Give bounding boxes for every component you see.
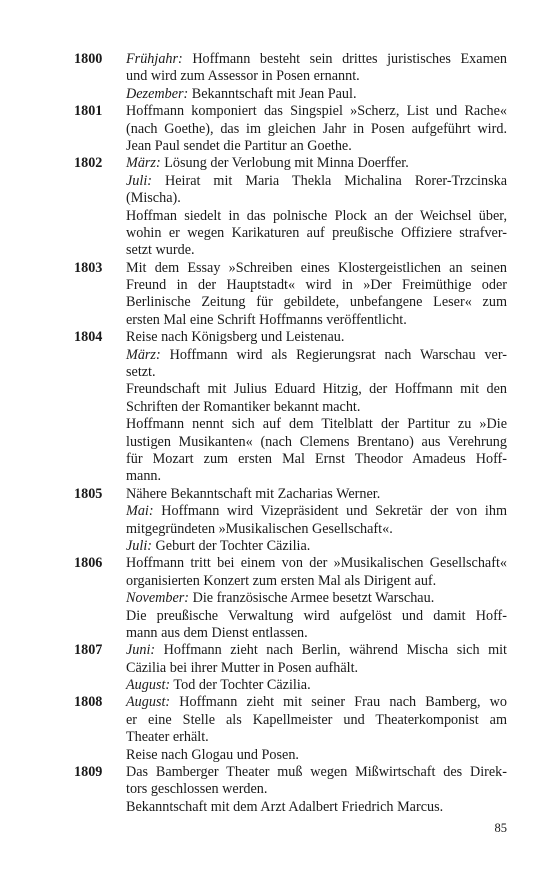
entry-body: [126, 329, 507, 486]
entry-text: Das Bamberger Theater muß wegen Mißwirtschaft des Direk-: [126, 764, 507, 781]
chronology-entry: [74, 260, 507, 330]
entry-year: 1801: [74, 103, 103, 120]
entry-text: er eine Stelle als Kapellmeister und Theaterkomponist am: [126, 711, 507, 728]
entry-line: [126, 155, 507, 172]
date-label: August:: [126, 694, 171, 711]
entry-text: Berlinische Zeitung für gebildete, unbefangene Leser« zum: [126, 294, 507, 311]
entry-line: [126, 347, 507, 364]
date-label: Juli:: [126, 537, 152, 554]
date-label: Juli:: [126, 172, 152, 189]
entry-text: Hoffmann wird Vizepräsident und Sekretär der von ihm: [153, 503, 507, 520]
entry-line: [126, 51, 507, 68]
entry-text: Hoffmann besteht sein drittes juristisches Examen: [182, 51, 507, 67]
entry-year: 1800: [74, 51, 103, 67]
entry-text: Jean Paul sendet die Partitur an Goethe.: [126, 137, 352, 154]
date-label: März:: [126, 346, 161, 363]
entry-text: wohin er wegen Karikaturen auf preußische Offiziere strafver-: [126, 224, 507, 241]
entry-line: [126, 260, 507, 277]
entry-year: 1806: [74, 555, 103, 572]
entry-line: [126, 329, 507, 346]
entry-line: [126, 799, 507, 816]
entry-text: Geburt der Tochter Cäzilia.: [152, 537, 311, 554]
entry-text: Bekanntschaft mit dem Arzt Adalbert Friedrich Marcus.: [126, 798, 444, 815]
date-label: November:: [126, 590, 190, 607]
entry-text: Hoffmann zieht nach Berlin, während Mischa sich mit: [155, 642, 507, 659]
entry-line: [126, 729, 507, 746]
chronology-entry: [74, 51, 507, 103]
entry-line: [126, 173, 507, 190]
entry-line: [126, 138, 507, 155]
date-label: Juni:: [126, 642, 156, 659]
entry-body: [126, 260, 507, 330]
entry-line: [126, 468, 507, 485]
entry-line: [126, 764, 507, 781]
entry-text: Hoffmann wird als Regierungsrat nach Warschau ver-: [160, 346, 507, 363]
chronology-entry: [74, 486, 507, 556]
entry-text: Hoffmann komponiert das Singspiel »Scherz, List und Rache«: [126, 103, 507, 120]
entry-text: Heirat mit Maria Thekla Michalina Rorer-Trzcinska: [152, 172, 507, 189]
entry-line: [126, 434, 507, 451]
entry-line: [126, 625, 507, 642]
entry-body: [126, 642, 507, 694]
entry-line: [126, 660, 507, 677]
entry-line: [126, 677, 507, 694]
entry-text: Nähere Bekanntschaft mit Zacharias Werner.: [126, 485, 381, 502]
date-label: Mai:: [126, 503, 154, 520]
page-number: 85: [494, 821, 507, 835]
entry-year: 1809: [74, 764, 103, 781]
entry-text: Mit dem Essay »Schreiben eines Klostergeistlichen an seinen: [126, 259, 507, 276]
entry-text: Cäzilia bei ihrer Mutter in Posen aufhält.: [126, 659, 359, 676]
entry-line: [126, 121, 507, 138]
entry-body: [126, 694, 507, 764]
entry-line: [126, 573, 507, 590]
entry-body: [126, 486, 507, 556]
entry-text: Hoffmann nennt sich auf dem Titelblatt der Partitur zu »Die: [126, 416, 507, 433]
entry-line: [126, 208, 507, 225]
entry-text: und wird zum Assessor in Posen ernannt.: [126, 68, 360, 85]
entry-line: [126, 225, 507, 242]
entry-text: Lösung der Verlobung mit Minna Doerffer.: [160, 155, 409, 172]
entry-body: [126, 103, 507, 155]
chronology-entry: [74, 155, 507, 259]
entry-line: [126, 312, 507, 329]
entry-body: [126, 51, 507, 103]
entry-text: (nach Goethe), das im gleichen Jahr in Posen aufgeführt wird.: [126, 120, 507, 137]
entry-line: [126, 190, 507, 207]
entry-line: [126, 712, 507, 729]
entry-body: [126, 555, 507, 642]
entry-line: [126, 486, 507, 503]
entry-text: mann.: [126, 468, 162, 485]
entry-line: [126, 590, 507, 607]
entry-year: 1802: [74, 155, 103, 172]
entry-body: [126, 155, 507, 259]
entry-line: [126, 277, 507, 294]
date-label: Frühjahr:: [126, 51, 183, 67]
entry-text: organisierten Konzert zum ersten Mal als Dirigent auf.: [126, 572, 437, 589]
chronology-entry: [74, 103, 507, 155]
entry-year: 1808: [74, 694, 103, 711]
entry-line: [126, 294, 507, 311]
chronology-list: [74, 51, 507, 816]
entry-text: Die preußische Verwaltung wird aufgelöst und damit Hoff-: [126, 607, 507, 624]
entry-text: Hoffmann zieht mit seiner Frau nach Bamberg, wo: [170, 694, 507, 711]
entry-text: Die französische Armee besetzt Warschau.: [189, 590, 435, 607]
entry-line: [126, 747, 507, 764]
entry-text: für Mozart zum ersten Mal Ernst Theodor Amadeus Hoff-: [126, 450, 507, 467]
entry-text: ersten Mal eine Schrift Hoffmanns veröffentlicht.: [126, 311, 407, 328]
entry-text: lustigen Musikanten« (nach Clemens Brentano) aus Verehrung: [126, 433, 507, 450]
chronology-entry: [74, 694, 507, 764]
entry-line: [126, 642, 507, 659]
entry-line: [126, 451, 507, 468]
entry-year: 1805: [74, 485, 103, 502]
entry-line: [126, 399, 507, 416]
entry-line: [126, 694, 507, 711]
entry-line: [126, 381, 507, 398]
chronology-entry: [74, 764, 507, 816]
entry-line: [126, 242, 507, 259]
entry-year: 1804: [74, 329, 103, 346]
entry-year: 1807: [74, 642, 103, 659]
entry-text: Schriften der Romantiker bekannt macht.: [126, 398, 361, 415]
entry-text: tors geschlossen werden.: [126, 781, 268, 798]
entry-text: mitgegründeten »Musikalischen Gesellschaft«.: [126, 520, 393, 537]
date-label: März:: [126, 155, 161, 172]
entry-text: mann aus dem Dienst entlassen.: [126, 624, 308, 641]
date-label: Dezember:: [126, 85, 189, 102]
entry-line: [126, 503, 507, 520]
chronology-entry: [74, 329, 507, 486]
entry-text: Theater erhält.: [126, 729, 209, 746]
entry-line: [126, 364, 507, 381]
entry-text: (Mischa).: [126, 190, 181, 207]
entry-year: 1803: [74, 259, 103, 276]
entry-text: Reise nach Glogau und Posen.: [126, 746, 299, 763]
chronology-entry: [74, 642, 507, 694]
entry-text: Freundschaft mit Julius Eduard Hitzig, der Hoffmann mit den: [126, 381, 507, 398]
entry-text: Hoffmann tritt bei einem von der »Musikalischen Gesellschaft«: [126, 555, 507, 572]
entry-line: [126, 538, 507, 555]
entry-text: Reise nach Königsberg und Leistenau.: [126, 329, 345, 346]
entry-body: [126, 764, 507, 816]
entry-text: Hoffman siedelt in das polnische Plock an der Weichsel über,: [126, 207, 507, 224]
entry-line: [126, 521, 507, 538]
entry-text: setzt wurde.: [126, 242, 195, 259]
entry-line: [126, 86, 507, 103]
entry-text: setzt.: [126, 364, 156, 381]
entry-line: [126, 68, 507, 85]
entry-line: [126, 555, 507, 572]
entry-line: [126, 781, 507, 798]
entry-line: [126, 416, 507, 433]
entry-line: [126, 103, 507, 120]
entry-line: [126, 608, 507, 625]
entry-text: Freund in der Hauptstadt« wird in »Der Freimüthige oder: [126, 277, 507, 294]
entry-text: Tod der Tochter Cäzilia.: [170, 677, 311, 694]
chronology-entry: [74, 555, 507, 642]
entry-text: Bekanntschaft mit Jean Paul.: [188, 85, 357, 102]
date-label: August:: [126, 677, 171, 694]
